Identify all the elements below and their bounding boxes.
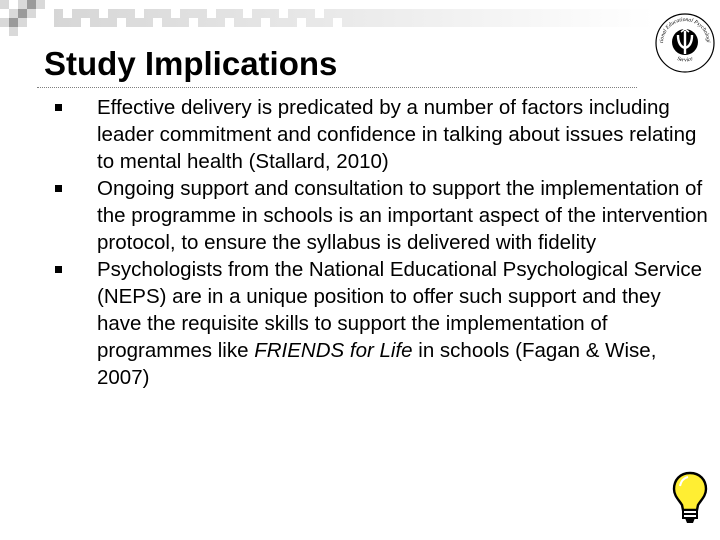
- decorative-header-pattern: [0, 0, 720, 40]
- bullet-item: [48, 256, 708, 391]
- svg-text:Service: [676, 56, 694, 64]
- bullet-marker: [55, 104, 62, 111]
- bullet-text-start: Psychologists from the National Educational Psychological Service (NEPS) are in a unique position to offer such support and they have the requisite skills to support the implementation of programmes like: [97, 258, 703, 362]
- bullet-text-italic: FRIENDS for Life: [254, 339, 413, 362]
- bullet-text-end: in schools (Fagan & Wise, 2007): [97, 339, 657, 389]
- bullet-item: [48, 175, 708, 256]
- logo-bottom-text: Service: [676, 56, 694, 64]
- bullet-text: Ongoing support and consultation to support the implementation of the programme in schools is an important aspect of the intervention protocol, to ensure the syllabus is delivered with fidelity: [97, 177, 708, 254]
- slide-title: Study Implications: [44, 45, 338, 82]
- bullet-item: [48, 94, 708, 175]
- bullet-marker: [55, 185, 62, 192]
- bullet-text: Effective delivery is predicated by a number of factors including leader commitment and confidence in talking about issues relating to mental health (Stallard, 2010): [97, 96, 697, 173]
- bullet-marker: [55, 266, 62, 273]
- neps-logo-icon: [654, 12, 716, 74]
- lightbulb-icon: [671, 470, 709, 526]
- logo-top-text: tional Educational Psychologi: [658, 16, 712, 44]
- title-divider: [37, 86, 637, 88]
- bullet-list: [48, 94, 708, 391]
